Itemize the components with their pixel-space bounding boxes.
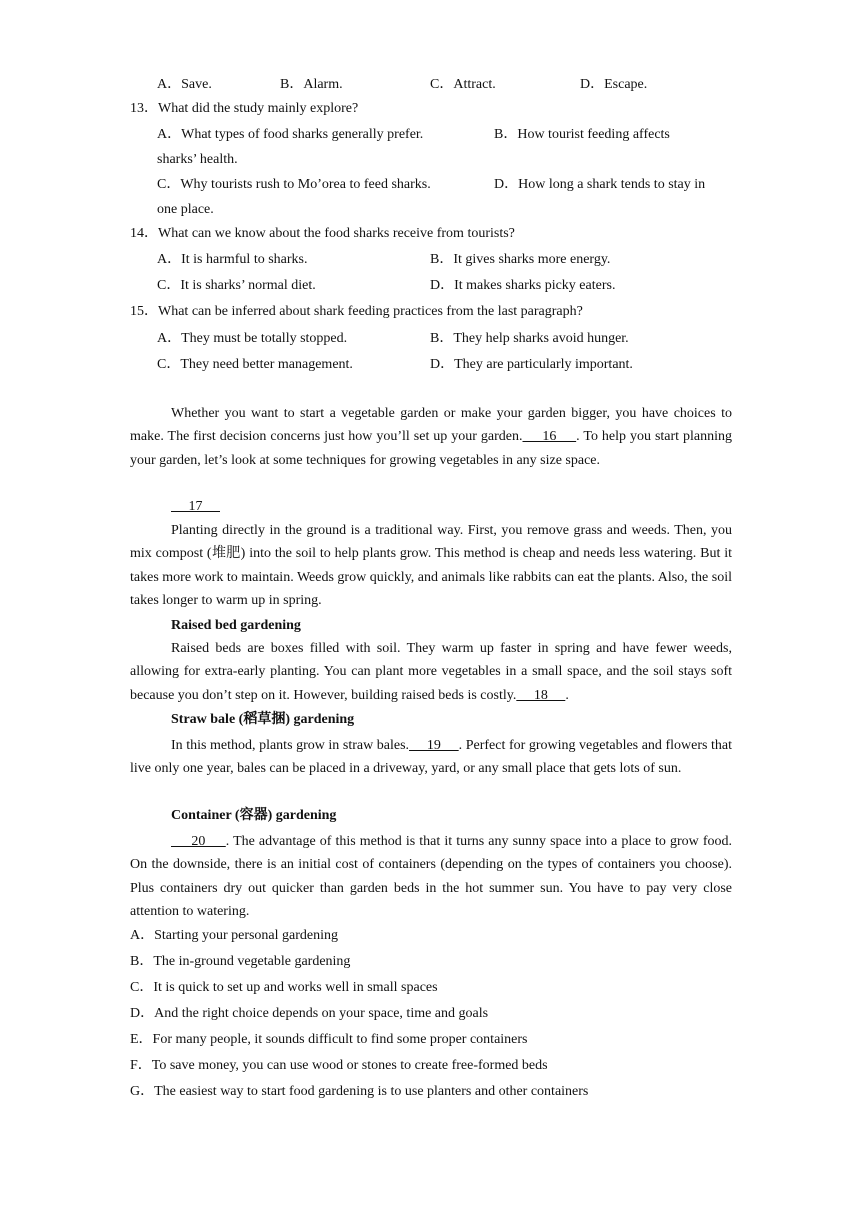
q14-stem: 14．What can we know about the food sharks receive from tourists? bbox=[130, 226, 515, 241]
straw-bale-paragraph bbox=[130, 734, 732, 781]
blank-20: 20 bbox=[171, 834, 226, 849]
q13-option-b: B．How tourist feeding affects bbox=[494, 127, 670, 142]
q14-option-b: B．It gives sharks more energy. bbox=[430, 252, 611, 267]
raised-bed-heading: Raised bed gardening bbox=[171, 618, 301, 633]
straw-text-2: . Perfect for growing vegetables and flowers that live only one year, bales can be placed in a driveway, yard, or any small place that gets lots of sun. bbox=[130, 738, 733, 777]
q12-option-c: C．Attract. bbox=[430, 77, 496, 92]
q12-option-a: A．Save. bbox=[157, 77, 212, 92]
choice-a: A．Starting your personal gardening bbox=[130, 928, 339, 943]
q14-option-d: D．It makes sharks picky eaters. bbox=[430, 278, 616, 293]
q12-option-b: B．Alarm. bbox=[280, 77, 343, 92]
intro-text-1: Whether you want to start a vegetable garden or make your garden bigger, you have choices to make. The first decision concerns just how you’ll set up your garden. bbox=[130, 406, 732, 445]
q15-option-a: A．They must be totally stopped. bbox=[157, 331, 348, 346]
q13-option-b-cont: sharks’ health. bbox=[157, 152, 238, 167]
q13-option-c: C．Why tourists rush to Mo’orea to feed sharks. bbox=[157, 177, 431, 192]
q13-stem: 13．What did the study mainly explore? bbox=[130, 101, 359, 116]
q13-option-d: D．How long a shark tends to stay in bbox=[494, 177, 706, 192]
choice-b: B．The in-ground vegetable gardening bbox=[130, 954, 351, 969]
ground-text: Planting directly in the ground is a traditional way. First, you remove grass and weeds. Then, you mix compost (堆肥) into the soil to help plants grow. This method is cheap and needs less watering. But it takes more work to maintain. Weeds grow quickly, and animals like rabbits can eat the plants. Also, the soil takes longer to warm up in spring. bbox=[130, 523, 732, 608]
blank-18: 18 bbox=[516, 687, 566, 703]
q14-option-a: A．It is harmful to sharks. bbox=[157, 252, 308, 267]
raised-bed-paragraph: Raised beds are boxes filled with soil. They warm up faster in spring and have fewer weeds, allowing for extra-early planting. You can plant more vegetables in a small space, and the soil stays soft because you don’t step on it. However, building raised beds is costly. 18 . bbox=[130, 641, 732, 703]
blank-19: 19 bbox=[409, 738, 459, 753]
q15-stem: 15．What can be inferred about shark feeding practices from the last paragraph? bbox=[130, 304, 583, 319]
choice-e: E．For many people, it sounds difficult to find some proper containers bbox=[130, 1032, 528, 1047]
q14-option-c: C．It is sharks’ normal diet. bbox=[157, 278, 316, 293]
q15-option-b: B．They help sharks avoid hunger. bbox=[430, 331, 629, 346]
blank-16: 16 bbox=[522, 429, 577, 445]
choice-f: F．To save money, you can use wood or stones to create free-formed beds bbox=[130, 1058, 548, 1073]
raised-text: Raised beds are boxes filled with soil. They warm up faster in spring and have fewer weeds, allowing for extra-early planting. You can plant more vegetables in a small space, and the soil stays soft because you don’t step on it. However, building raised beds is costly. bbox=[130, 641, 732, 703]
intro-text-2: . To help you start planning your garden, let’s look at some techniques for growing vegetables in any size space. bbox=[130, 429, 733, 468]
q15-option-c: C．They need better management. bbox=[157, 357, 353, 372]
q15-option-d: D．They are particularly important. bbox=[430, 357, 633, 372]
choice-c: C．It is quick to set up and works well in small spaces bbox=[130, 980, 438, 995]
container-text: . The advantage of this method is that it turns any sunny space into a place to grow food. On the downside, there is an initial cost of containers (depending on the types of containers you choose). Plus containers dry out quicker than garden beds in the hot summer sun. You have to pay very close attention to watering. bbox=[130, 834, 732, 919]
passage-intro bbox=[130, 402, 732, 472]
blank-17: 17 bbox=[171, 499, 220, 514]
choice-g: G．The easiest way to start food gardening is to use planters and other containers bbox=[130, 1084, 589, 1099]
straw-text-1: In this method, plants grow in straw bales. bbox=[171, 738, 410, 753]
q13-option-d-cont: one place. bbox=[157, 202, 214, 217]
q13-option-a: A．What types of food sharks generally prefer. bbox=[157, 127, 424, 142]
container-paragraph bbox=[130, 830, 732, 923]
container-heading: Container (容器) gardening bbox=[171, 808, 337, 823]
choice-d: D．And the right choice depends on your space, time and goals bbox=[130, 1006, 489, 1021]
ground-paragraph bbox=[130, 519, 732, 612]
straw-bale-heading: Straw bale (稻草捆) gardening bbox=[171, 712, 355, 727]
q12-option-d: D．Escape. bbox=[580, 77, 648, 92]
